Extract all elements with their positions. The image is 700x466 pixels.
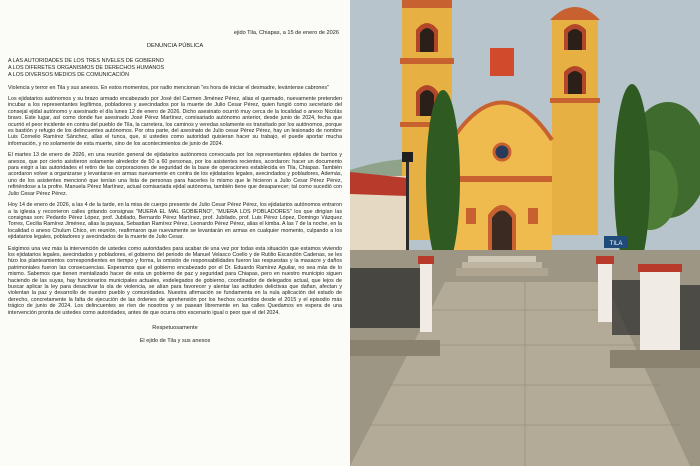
letter-heading: DENUNCIA PÚBLICA <box>146 43 204 49</box>
letter-paragraph: Los ejidatarios autónomos y su brazo armado encabezado por José del Carmen Jiménez Pérez, alias el quemado, nuevamente pretenden incubar a los representantes legítimos, pobladores y avecindados por la muerte de Julio Cesar Pérez, quien fungió como secretario del consejal ejidal autónomo y asesinado el día lunes 12 de enero de 2026. Dicho asesinato ocurrió muy cerca de la localidad o anexo Nicolás bravo. Este lugar, así como donde fue asesinado José Pérez Martínez, comisariado autónomo anterior, desde junio de 2024, fecha que ocurrió el peor incidente en contra del pueblo de Tila, la carretera, los caminos y veredas solamente es transitado por los autónomos, porque es bastión y refugio de los delincuentes autónomos. Por otra parte, del asesinato de Julio cesar Pérez Pérez, hay un lesionado de nombre Luis Cornelio Ramírez Sánchez, allas el tunca, que, si ustedes como autoridad quisieran hacer su trabajo, el puede aportar mucha información, y no solamente de esta muerte, sino de los acontecimientos de junio de 2024. <box>8 96 342 147</box>
addressee-line: A LOS DIVERSOS MEDIOS DE COMUNICACIÓN <box>8 72 130 79</box>
left-fence <box>350 256 440 356</box>
tower-band <box>400 58 454 64</box>
tower-band <box>550 98 600 103</box>
right-bell-tower <box>552 20 598 235</box>
sign-text: TILA <box>609 241 623 247</box>
letter-signature: El ejido de Tila y sus anexos <box>139 338 211 345</box>
niche <box>528 208 538 224</box>
letter-paragraph: El martes 13 de enero de 2026, en una reunión general de ejidatarios autónomos convocada por los representantes ejidales de barrios y anexos, que por cierto asistieron solamente alrededor de 50 a 60 personas, por los asistentes recientes, acordaron: hacer un documento para exigir a las autoridades el retiro de las corporaciones de seguridad de la base de operaciones establecida en Tila, Chiapas. También acordaron volver a organizarse y levantarse en armas nuevamente en contra de los ejidatarios legales, avecindados y pobladores, Además, uno de los asistentes mencionó que tenían una lista de personas para hacerles lo mismo que le hicieron a Julio Cesar Pérez Pérez, refiriéndose a la profre. Manuela Pérez Martínez, actual comisariada ejidal autónoma, también tiene que desaparecer; tal como sucedió con Julio Cesar Pérez Pérez. <box>8 152 342 197</box>
addressee-line: A LOS DIFERETES ORGANISMOS DE DERECHOS HUMANOS <box>8 65 165 72</box>
letter-place-date: ejido Tila, Chiapas, a 15 de enero de 2026 <box>233 30 339 36</box>
church-steps <box>462 262 542 268</box>
church-photo <box>350 0 700 466</box>
facade-band <box>452 176 552 182</box>
bell-opening <box>420 28 434 52</box>
cypress-tree <box>426 90 460 270</box>
addressee-line: A LAS AUTORIDADES DE LOS TRES NIVELES DE GOBIERNO <box>8 58 164 64</box>
lamp-head <box>402 152 413 162</box>
church-scene <box>350 0 700 466</box>
letter-paragraph: Violencia y terror en Tila y sus anexos. En estos momentos, por radio mencionan "es hora de iniciar el desmadre, levántense cabrones" <box>8 84 329 91</box>
church-door <box>492 211 512 251</box>
letter-closing: Respetuosamente <box>152 325 198 332</box>
bell-opening <box>568 29 582 50</box>
church-steps <box>468 256 536 262</box>
church-steps <box>456 268 548 276</box>
bell-opening <box>568 71 582 94</box>
letter-paragraph: Exigimos una vez más la intervención de ustedes como autoridades para acabar de una vez por todas esta situación que estamos viviendo los ejidatarios legales, avecindados y pobladores, el gobierno del periodo de Manuel Velasco Coello y de Rutilio Escandón Cadenas, se les hizo los planteamientos correspondientes en tiempo y forma, la omisión de responsabilidades fueron las respuestas y la masacre y daños patrimoniales fueron las consecuencias. Esperamos que el gobierno encabezado por el Dr. Eduardo Ramírez Aguilar, no sea más de lo mismo. Sabemos que tienen mentalizado hacer de esta un gobierno de paz y seguridad para Chiapas, pero en nuestro municipio siguen haciendo de las suyas, hay funcionarios municipales actuales, exdelegados de gobierno, coordinador de delegados actual, que lejos de buscar aplicar la ley para desactivar la ola de violencia, se alían para favorecer y alentar las actitudes delictivas que dañan, afectan y violentan la paz y desarrollo de nuestro pueblo y comunidades. Nuestra afirmación se fundamenta en la nula aplicación del estado de derecho, concretamente la falta de ejecución de las órdenes de aprehensión por los hechos ocurridos desde el 2015 y el episodio más trágico de junio de 2024. Los delincuentes se ríen de nosotros y se pasean libremente en las calles Quedamos en espera de una intervención pronta de ustedes como autoridades, antes de que ocurra otro escenario igual o peor que el del 2024. <box>8 245 342 316</box>
niche <box>466 208 476 224</box>
tower-band <box>402 0 452 8</box>
letter-addressees <box>8 58 342 80</box>
rose-window <box>494 144 510 160</box>
belfry-top <box>490 48 514 76</box>
letter-paragraph: Hoy 14 de enero de 2026, a las 4 de la tarde, en la misa de cuerpo presente de Julio Cesar Pérez Pérez, los ejidatarios autónomos entraron a la iglesia y recorrieron calles gritando consignas "MUERA EL MAL GOBIERNO", "MUERA LOS POBLADORES" los que dirigían las consignas son: Pedardo Pérez López, prof. Jubilado, Bernardo Pérez Martínez, prof. Jubilado, prof. Luis Pérez López, Domingo Vázquez Torres, Cecilia Ramírez Jiménez, alias la payasa, Sebastian Ramírez Pérez, Leonardo Pérez Pérez, alias el kimba. A las 7 de la noche, en la localidad o anexo Chulum Chico, en reunión, reafirmaron que nuevamente se levantarán en armas en cualquier momento, culpando a los ejidatarios legales, pobladores y avecindados de la muerte de Julio Cesar. <box>8 202 342 241</box>
